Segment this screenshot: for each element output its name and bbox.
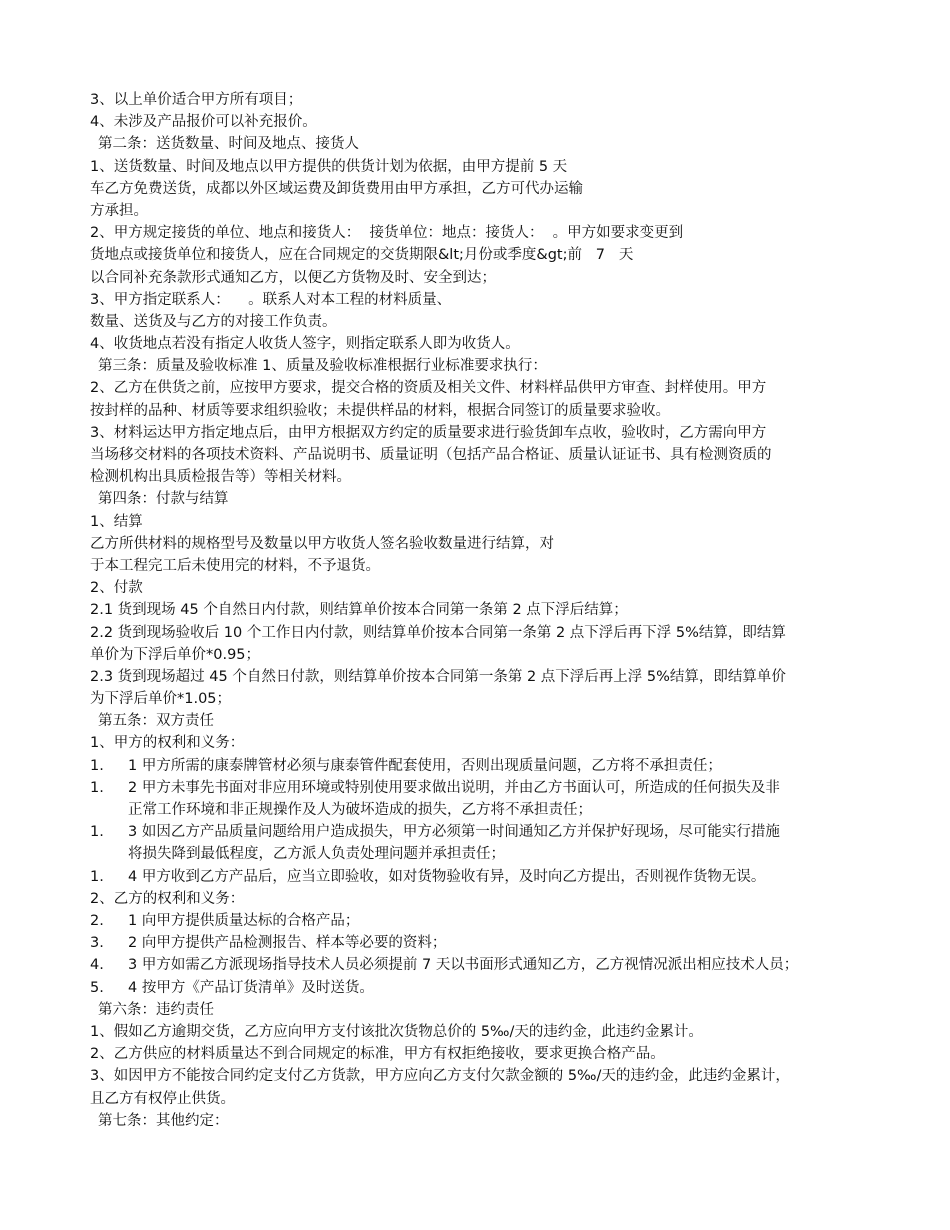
paragraph-line: 4、未涉及产品报价可以补充报价。 bbox=[90, 114, 317, 131]
paragraph-line: 按封样的品种、材质等要求组织验收；未提供样品的材料，根据合同签订的质量要求验收。 bbox=[90, 402, 670, 419]
list-item-number: 1. bbox=[90, 824, 104, 841]
paragraph-line: 车乙方免费送货，成都以外区域运费及卸货费用由甲方承担，乙方可代办运输 bbox=[90, 180, 583, 197]
paragraph-line: 3、以上单价适合甲方所有项目； bbox=[90, 92, 303, 108]
list-item-text: 3 如因乙方产品质量问题给用户造成损失，甲方必须第一时间通知乙方并保护好现场，尽可能实行措施 将损失降到最低程度，乙方派人负责处理问题并承担责任； bbox=[128, 824, 780, 863]
paragraph-line: 2、付款 bbox=[90, 580, 143, 597]
section-heading: 第四条：付款与结算 bbox=[98, 491, 229, 508]
paragraph-line: 2、乙方的权利和义务： bbox=[90, 890, 245, 907]
paragraph-line: 方承担。 bbox=[90, 202, 148, 219]
paragraph-line: 1、假如乙方逾期交货，乙方应向甲方支付该批次货物总价的 5‰/天的违约金，此违约金累计。 bbox=[90, 1023, 703, 1040]
paragraph-line: 以合同补充条款形式通知乙方，以便乙方货物及时、安全到达； bbox=[90, 269, 496, 286]
list-item-number: 1. bbox=[90, 779, 104, 796]
list-item bbox=[90, 755, 870, 777]
paragraph-line: 2.2 货到现场验收后 10 个工作日内付款，则结算单价按本合同第一条第 2 点下浮后再下浮 5%结算，即结算 bbox=[90, 624, 786, 641]
paragraph-line: 3、甲方指定联系人： 。联系人对本工程的材料质量、 bbox=[90, 291, 452, 308]
list-item-number: 4. bbox=[90, 957, 104, 974]
list-item-text: 2 向甲方提供产品检测报告、样本等必要的资料； bbox=[128, 935, 447, 952]
list-item-text: 2 甲方未事先书面对非应用环境或特别使用要求做出说明，并由乙方书面认可，所造成的任何损失及非 正常工作环境和非正规操作及人为破坏造成的损失，乙方将不承担责任； bbox=[128, 779, 780, 819]
list-item-text: 3 甲方如需乙方派现场指导技术人员必须提前 7 天以书面形式通知乙方，乙方视情况派出相应技术人员； bbox=[128, 957, 799, 974]
list-item-text: 4 按甲方《产品订货清单》及时送货。 bbox=[128, 979, 374, 996]
list-item bbox=[90, 932, 870, 954]
section-heading: 第三条：质量及验收标准 1、质量及验收标准根据行业标准要求执行： bbox=[98, 358, 547, 375]
list-item-number: 1. bbox=[90, 868, 104, 885]
list-item-text: 1 甲方所需的康泰牌管材必须与康泰管件配套使用，否则出现质量问题，乙方将不承担责任； bbox=[128, 757, 722, 774]
list-item-text: 1 向甲方提供质量达标的合格产品； bbox=[128, 913, 360, 929]
section-heading: 第五条：双方责任 bbox=[98, 713, 214, 730]
list-item-number: 1. bbox=[90, 757, 104, 774]
list-item-text: 4 甲方收到乙方产品后，应当立即验收，如对货物验收有异，及时向乙方提出，否则视作货物无误。 bbox=[128, 868, 766, 885]
paragraph-line: 1、结算 bbox=[90, 513, 143, 530]
paragraph-line: 4、收货地点若没有指定人收货人签字，则指定联系人即为收货人。 bbox=[90, 336, 520, 353]
paragraph-line: 且乙方有权停止供货。 bbox=[90, 1090, 235, 1107]
paragraph-line: 1、甲方的权利和义务： bbox=[90, 735, 245, 752]
list-item bbox=[90, 910, 870, 932]
paragraph-line: 乙方所供材料的规格型号及数量以甲方收货人签名验收数量进行结算，对 bbox=[90, 535, 554, 552]
paragraph-line: 单价为下浮后单价*0.95； bbox=[90, 646, 261, 663]
paragraph-line: 2、甲方规定接货的单位、地点和接货人： 接货单位：地点：接货人： 。甲方如要求变更到 bbox=[90, 225, 684, 242]
list-item bbox=[90, 977, 870, 999]
paragraph-line: 2、乙方在供货之前，应按甲方要求，提交合格的资质及相关文件、材料样品供甲方审查、封样使用。甲方 bbox=[90, 380, 767, 397]
paragraph-line: 于本工程完工后未使用完的材料，不予退货。 bbox=[90, 557, 380, 574]
section-heading: 第二条：送货数量、时间及地点、接货人 bbox=[98, 136, 359, 153]
paragraph-line: 为下浮后单价*1.05； bbox=[90, 691, 232, 708]
section-heading: 第七条：其他约定： bbox=[98, 1112, 229, 1129]
paragraph-line: 1、送货数量、时间及地点以甲方提供的供货计划为依据，由甲方提前 5 天 bbox=[90, 158, 568, 175]
paragraph-line: 数量、送货及与乙方的对接工作负责。 bbox=[90, 313, 337, 330]
list-item bbox=[90, 954, 870, 976]
paragraph-line: 2.1 货到现场 45 个自然日内付款，则结算单价按本合同第一条第 2 点下浮后结算； bbox=[90, 602, 628, 619]
list-item-number: 2. bbox=[90, 913, 104, 929]
list-item bbox=[90, 866, 870, 888]
paragraph-line: 3、如因甲方不能按合同约定支付乙方货款，甲方应向乙方支付欠款金额的 5‰/天的违约金，此违约金累计， bbox=[90, 1068, 790, 1085]
paragraph-line: 3、材料运达甲方指定地点后，由甲方根据双方约定的质量要求进行验货卸车点收，验收时，乙方需向甲方 bbox=[90, 424, 767, 441]
paragraph-line: 检测机构出具质检报告等）等相关材料。 bbox=[90, 469, 351, 486]
list-item bbox=[90, 821, 870, 865]
list-item bbox=[90, 777, 870, 821]
document-body bbox=[90, 89, 870, 1132]
list-item-number: 5. bbox=[90, 979, 104, 996]
paragraph-line: 2.3 货到现场超过 45 个自然日付款，则结算单价按本合同第一条第 2 点下浮后再上浮 5%结算，即结算单价 bbox=[90, 668, 786, 685]
paragraph-line: 当场移交材料的各项技术资料、产品说明书、质量证明（包括产品合格证、质量认证证书、具有检测资质的 bbox=[90, 447, 772, 463]
paragraph-line: 2、乙方供应的材料质量达不到合同规定的标准，甲方有权拒绝接收，要求更换合格产品。 bbox=[90, 1046, 665, 1063]
paragraph-line: 货地点或接货单位和接货人，应在合同规定的交货期限&lt;月份或季度&gt;前 7 天 bbox=[90, 247, 634, 264]
section-heading: 第六条：违约责任 bbox=[98, 1001, 214, 1018]
list-item-number: 3. bbox=[90, 935, 104, 952]
